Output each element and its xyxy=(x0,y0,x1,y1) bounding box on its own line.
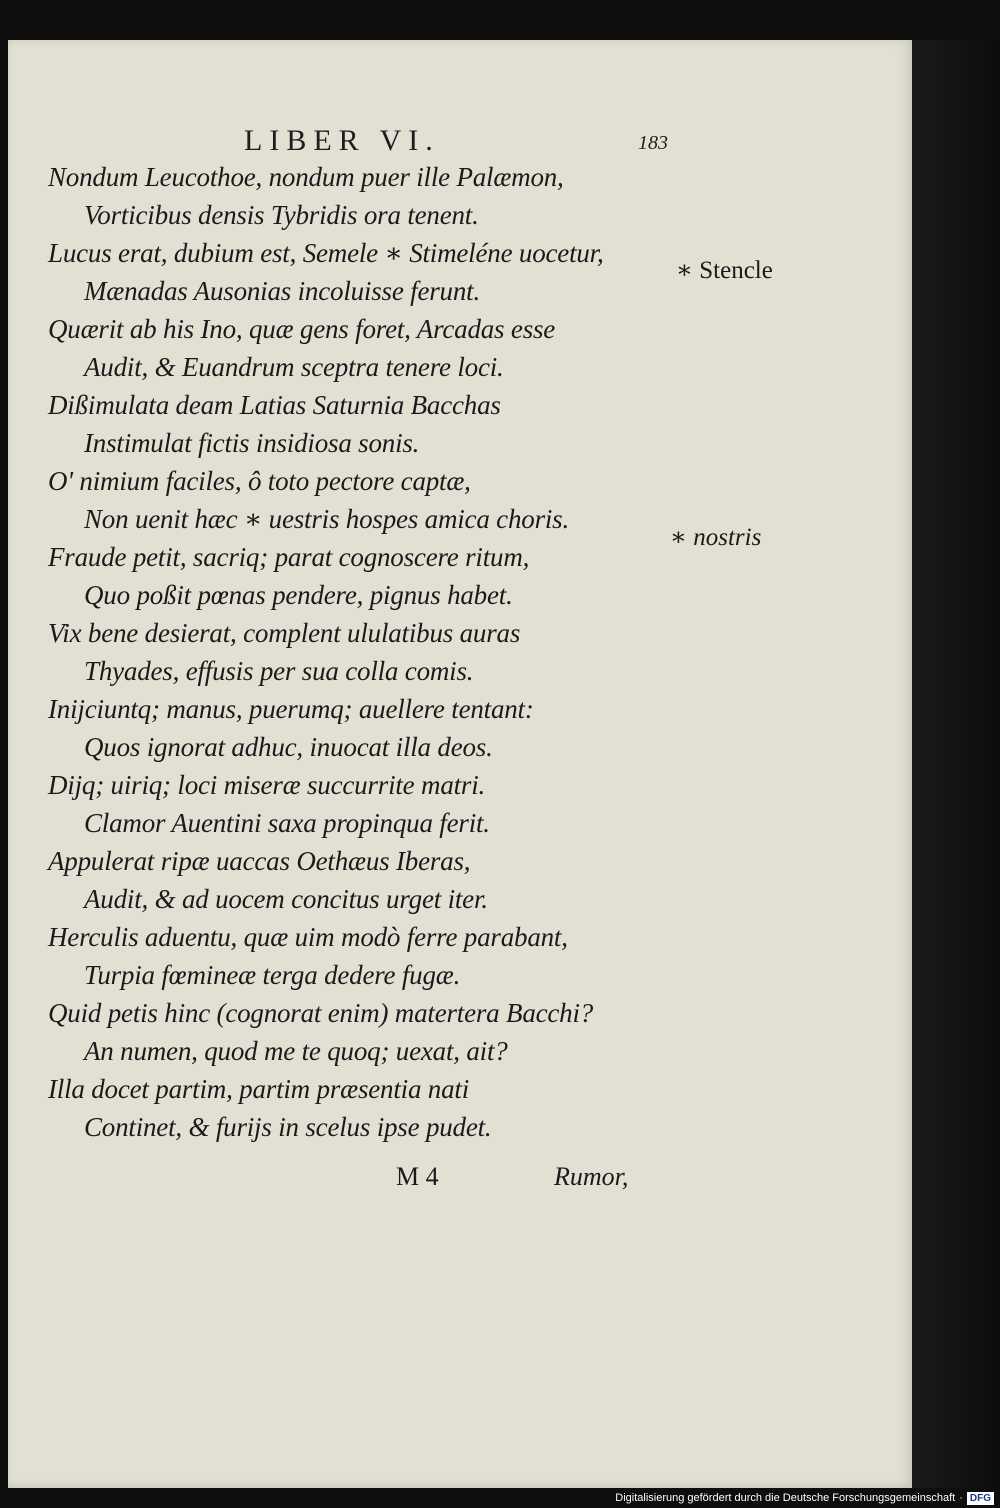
verse-line: Quo poßit pœnas pendere, pignus habet. xyxy=(84,580,513,610)
verse-line: Quærit ab his Ino, quæ gens foret, Arcadas esse xyxy=(48,314,556,344)
verse-line: Vix bene desierat, complent ululatibus auras xyxy=(48,618,521,648)
verse-line: Inijciuntq; manus, puerumq; auellere tentant: xyxy=(48,694,534,724)
verse-line: Vorticibus densis Tybridis ora tenent. xyxy=(84,200,479,230)
verse-line: Quos ignorat adhuc, inuocat illa deos. xyxy=(84,732,493,762)
signature-mark: M 4 xyxy=(396,1162,439,1191)
verse-line: Herculis aduentu, quæ uim modò ferre parabant, xyxy=(48,922,568,952)
verse-line: Continet, & furijs in scelus ipse pudet. xyxy=(84,1112,492,1142)
verse-line: Mænadas Ausonias incoluisse ferunt. xyxy=(84,276,481,306)
verse-line: Audit, & Euandrum sceptra tenere loci. xyxy=(84,352,504,382)
folio-number: 183 xyxy=(638,132,668,154)
book-spine-shadow xyxy=(912,40,1000,1488)
verse-line: Thyades, effusis per sua colla comis. xyxy=(84,656,474,686)
verse-line: Dißimulata deam Latias Saturnia Bacchas xyxy=(48,390,501,420)
verse-line: Non uenit hæc ∗ uestris hospes amica choris. xyxy=(84,504,570,534)
verse-line: Audit, & ad uocem concitus urget iter. xyxy=(84,884,488,914)
funding-credit: Digitalisierung gefördert durch die Deutsche Forschungsgemeinschaft xyxy=(615,1492,956,1504)
verse-line: Dijq; uiriq; loci miseræ succurrite matri. xyxy=(48,770,486,800)
verse-line: O' nimium faciles, ô toto pectore captæ, xyxy=(48,466,471,496)
catchword: Rumor, xyxy=(554,1162,629,1191)
verse-line: Nondum Leucothoe, nondum puer ille Palæmon, xyxy=(48,162,564,192)
footer-separator: · xyxy=(959,1492,963,1504)
verse-line: Instimulat fictis insidiosa sonis. xyxy=(84,428,420,458)
verse-line: Appulerat ripæ uaccas Oethæus Iberas, xyxy=(48,846,471,876)
verse-line: Quid petis hinc (cognorat enim) matertera Bacchi? xyxy=(48,998,594,1028)
verse-line: Turpia fœmineæ terga dedere fugæ. xyxy=(84,960,461,990)
verse-line: Clamor Auentini saxa propinqua ferit. xyxy=(84,808,490,838)
dfg-logo-icon: DFG xyxy=(967,1492,994,1505)
verse-line: Illa docet partim, partim præsentia nati xyxy=(48,1074,469,1104)
running-head: LIBER VI. xyxy=(244,124,440,157)
verse-line: An numen, quod me te quoq; uexat, ait? xyxy=(84,1036,508,1066)
verse-line: Fraude petit, sacriq; parat cognoscere ritum, xyxy=(48,542,530,572)
digitization-footer xyxy=(615,1490,994,1506)
verse-line: Lucus erat, dubium est, Semele ∗ Stimeléne uocetur, xyxy=(48,238,604,268)
margin-note-nostris: ∗ nostris xyxy=(670,524,762,551)
margin-note-stencle: ∗ Stencle xyxy=(676,257,773,284)
